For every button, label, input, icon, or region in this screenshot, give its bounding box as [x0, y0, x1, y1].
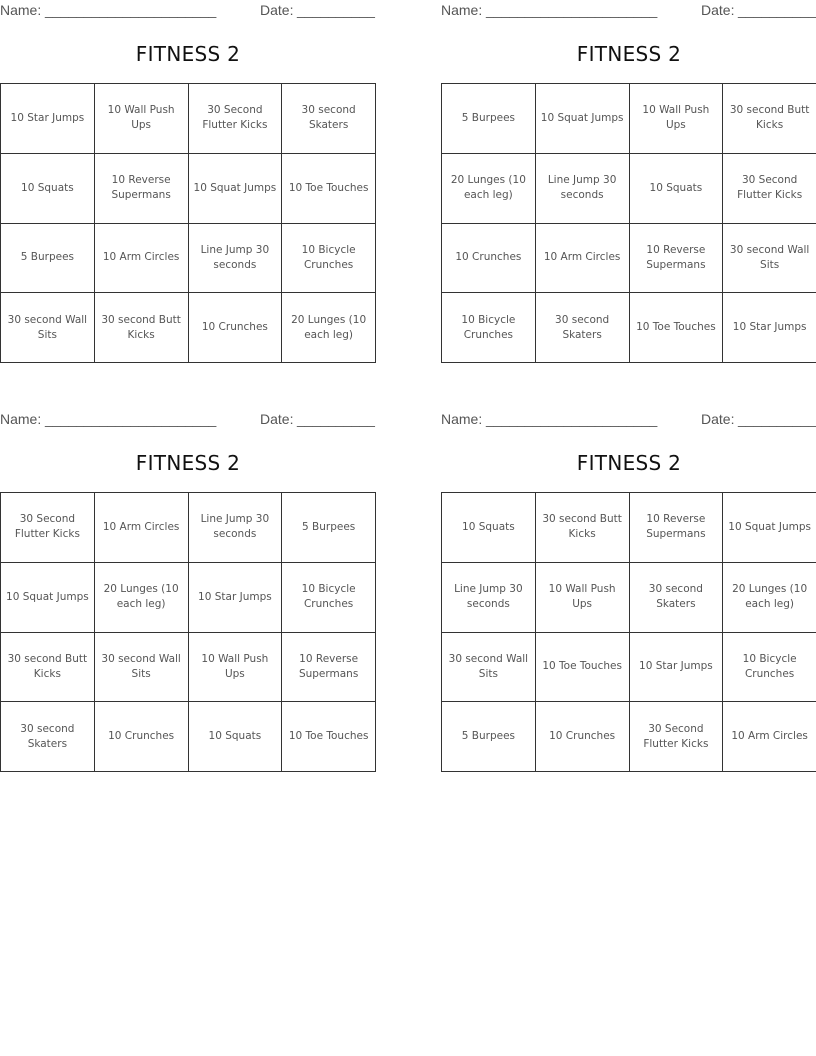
exercise-cell: 30 Second Flutter Kicks: [723, 153, 816, 223]
exercise-cell: 10 Squat Jumps: [723, 493, 816, 563]
exercise-cell: 30 second Skaters: [629, 562, 723, 632]
date-label: Date:: [701, 411, 735, 427]
name-label: Name:: [441, 411, 483, 427]
date-label: Date:: [701, 2, 735, 18]
exercise-cell: 30 second Butt Kicks: [94, 293, 188, 363]
exercise-cell: 20 Lunges (10 each leg): [442, 153, 536, 223]
exercise-cell: 10 Squats: [1, 153, 95, 223]
exercise-cell: 5 Burpees: [442, 702, 536, 772]
grid-row: [1, 293, 376, 363]
name-blank-line: ______________________: [45, 411, 217, 427]
exercise-cell: 30 second Wall Sits: [442, 632, 536, 702]
name-date-line: [0, 411, 376, 429]
exercise-cell: Line Jump 30 seconds: [188, 493, 282, 563]
date-blank-line: __________: [738, 2, 816, 18]
exercise-cell: 20 Lunges (10 each leg): [282, 293, 376, 363]
exercise-cell: 30 Second Flutter Kicks: [1, 493, 95, 563]
grid-row: [442, 293, 816, 363]
exercise-cell: 10 Crunches: [94, 702, 188, 772]
exercise-cell: 30 second Skaters: [282, 84, 376, 154]
exercise-cell: 30 second Skaters: [535, 293, 629, 363]
name-blank-line: ______________________: [45, 2, 217, 18]
exercise-cell: 10 Crunches: [442, 223, 536, 293]
grid-row: [1, 702, 376, 772]
bingo-card-2: [441, 0, 816, 374]
exercise-cell: 10 Crunches: [188, 293, 282, 363]
exercise-grid: [0, 492, 376, 772]
exercise-cell: 10 Toe Touches: [535, 632, 629, 702]
bingo-card-4: [441, 409, 816, 783]
exercise-cell: 10 Crunches: [535, 702, 629, 772]
exercise-cell: 10 Arm Circles: [94, 223, 188, 293]
grid-row: [442, 84, 816, 154]
exercise-cell: Line Jump 30 seconds: [188, 223, 282, 293]
exercise-cell: 10 Toe Touches: [282, 153, 376, 223]
name-label: Name:: [441, 2, 483, 18]
exercise-cell: Line Jump 30 seconds: [535, 153, 629, 223]
exercise-cell: 10 Star Jumps: [723, 293, 816, 363]
exercise-cell: 30 second Butt Kicks: [723, 84, 816, 154]
exercise-cell: 10 Bicycle Crunches: [442, 293, 536, 363]
exercise-cell: 10 Bicycle Crunches: [282, 562, 376, 632]
card-title: FITNESS 2: [576, 451, 682, 475]
card-title: FITNESS 2: [135, 42, 241, 66]
exercise-cell: 30 Second Flutter Kicks: [629, 702, 723, 772]
exercise-grid: [0, 83, 376, 363]
date-blank-line: __________: [738, 411, 816, 427]
grid-row: [1, 493, 376, 563]
exercise-grid: [441, 492, 816, 772]
name-date-line: [0, 2, 376, 20]
exercise-cell: 10 Wall Push Ups: [188, 632, 282, 702]
grid-row: [1, 632, 376, 702]
name-date-line: [441, 411, 816, 429]
name-blank-line: ______________________: [486, 2, 658, 18]
grid-row: [1, 562, 376, 632]
exercise-cell: Line Jump 30 seconds: [442, 562, 536, 632]
exercise-cell: 30 second Wall Sits: [94, 632, 188, 702]
exercise-cell: 10 Reverse Supermans: [629, 493, 723, 563]
exercise-cell: 10 Arm Circles: [535, 223, 629, 293]
grid-row: [442, 223, 816, 293]
exercise-cell: 10 Arm Circles: [94, 493, 188, 563]
exercise-cell: 30 second Skaters: [1, 702, 95, 772]
card-title: FITNESS 2: [135, 451, 241, 475]
exercise-grid: [441, 83, 816, 363]
exercise-cell: 10 Squat Jumps: [1, 562, 95, 632]
exercise-cell: 20 Lunges (10 each leg): [94, 562, 188, 632]
exercise-cell: 5 Burpees: [282, 493, 376, 563]
exercise-cell: 5 Burpees: [1, 223, 95, 293]
name-label: Name:: [0, 2, 42, 18]
exercise-cell: 10 Squat Jumps: [535, 84, 629, 154]
grid-row: [442, 493, 816, 563]
exercise-cell: 10 Wall Push Ups: [94, 84, 188, 154]
bingo-card-3: [0, 409, 376, 783]
exercise-cell: 10 Bicycle Crunches: [282, 223, 376, 293]
exercise-cell: 10 Wall Push Ups: [535, 562, 629, 632]
exercise-cell: 10 Reverse Supermans: [629, 223, 723, 293]
grid-row: [442, 562, 816, 632]
bingo-card-1: [0, 0, 376, 374]
exercise-cell: 10 Star Jumps: [1, 84, 95, 154]
date-blank-line: __________: [297, 411, 375, 427]
exercise-cell: 10 Arm Circles: [723, 702, 816, 772]
grid-row: [442, 702, 816, 772]
grid-row: [1, 223, 376, 293]
exercise-cell: 30 Second Flutter Kicks: [188, 84, 282, 154]
grid-row: [442, 632, 816, 702]
grid-row: [1, 153, 376, 223]
exercise-cell: 10 Star Jumps: [629, 632, 723, 702]
exercise-cell: 30 second Butt Kicks: [535, 493, 629, 563]
name-date-line: [441, 2, 816, 20]
exercise-cell: 10 Squat Jumps: [188, 153, 282, 223]
date-label: Date:: [260, 411, 294, 427]
exercise-cell: 20 Lunges (10 each leg): [723, 562, 816, 632]
exercise-cell: 5 Burpees: [442, 84, 536, 154]
exercise-cell: 10 Bicycle Crunches: [723, 632, 816, 702]
name-label: Name:: [0, 411, 42, 427]
exercise-cell: 30 second Butt Kicks: [1, 632, 95, 702]
exercise-cell: 10 Star Jumps: [188, 562, 282, 632]
name-blank-line: ______________________: [486, 411, 658, 427]
grid-row: [1, 84, 376, 154]
exercise-cell: 30 second Wall Sits: [723, 223, 816, 293]
grid-row: [442, 153, 816, 223]
exercise-cell: 10 Squats: [629, 153, 723, 223]
date-blank-line: __________: [297, 2, 375, 18]
exercise-cell: 30 second Wall Sits: [1, 293, 95, 363]
exercise-cell: 10 Squats: [442, 493, 536, 563]
exercise-cell: 10 Toe Touches: [282, 702, 376, 772]
date-label: Date:: [260, 2, 294, 18]
exercise-cell: 10 Squats: [188, 702, 282, 772]
exercise-cell: 10 Wall Push Ups: [629, 84, 723, 154]
card-title: FITNESS 2: [576, 42, 682, 66]
exercise-cell: 10 Toe Touches: [629, 293, 723, 363]
exercise-cell: 10 Reverse Supermans: [282, 632, 376, 702]
exercise-cell: 10 Reverse Supermans: [94, 153, 188, 223]
